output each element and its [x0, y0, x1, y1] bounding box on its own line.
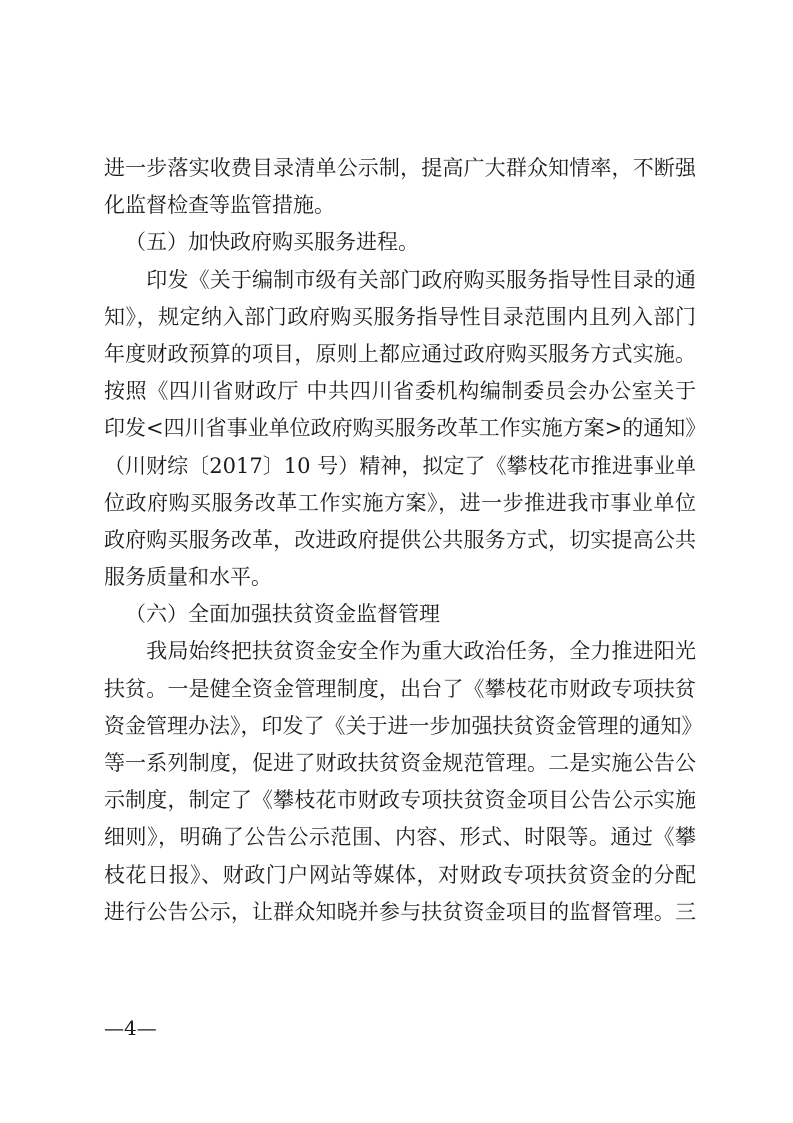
body-line: 我局始终把扶贫资金安全作为重大政治任务，全力推进阳光: [104, 639, 696, 664]
body-line: 印发<四川省事业单位政府购买服务改革工作实施方案>的通知》: [104, 416, 707, 441]
body-line: 进一步落实收费目录清单公示制，提高广大群众知情率，不断强: [104, 156, 696, 180]
body-line: （川财综〔2017〕10 号）精神，拟定了《攀枝花市推进事业单: [104, 453, 696, 478]
body-line: 位政府购买服务改革工作实施方案》，进一步推进我市事业单位: [104, 490, 696, 515]
body-line: 资金管理办法》，印发了《关于进一步加强扶贫资金管理的通知》: [104, 713, 703, 738]
section-heading: （五）加快政府购买服务进程。: [125, 230, 419, 255]
body-line: 年度财政预算的项目，原则上都应通过政府购买服务方式实施。: [104, 341, 696, 366]
body-line: 示制度，制定了《攀枝花市财政专项扶贫资金项目公告公示实施: [104, 788, 696, 813]
body-line: 细则》，明确了公告公示范围、内容、形式、时限等。通过《攀: [104, 825, 696, 850]
body-line: 政府购买服务改革，改进政府提供公共服务方式，切实提高公共: [104, 527, 696, 552]
body-line: 扶贫。一是健全资金管理制度，出台了《攀枝花市财政专项扶贫: [104, 676, 696, 701]
body-line: 服务质量和水平。: [104, 565, 272, 590]
body-line: 按照《四川省财政厅 中共四川省委机构编制委员会办公室关于: [104, 379, 696, 404]
page-number: —4—: [104, 1016, 157, 1040]
body-line: 化监督检查等监管措施。: [104, 193, 335, 218]
section-heading: （六）全面加强扶贫资金监督管理: [125, 602, 440, 627]
body-line: 知》，规定纳入部门政府购买服务指导性目录范围内且列入部门: [104, 304, 696, 329]
document-body: [104, 150, 707, 931]
body-line: 枝花日报》、财政门户网站等媒体，对财政专项扶贫资金的分配: [104, 862, 696, 887]
body-line: 等一系列制度，促进了财政扶贫资金规范管理。二是实施公告公: [104, 751, 696, 775]
body-line: 印发《关于编制市级有关部门政府购买服务指导性目录的通: [104, 267, 696, 292]
body-line: 进行公告公示，让群众知晓并参与扶贫资金项目的监督管理。三: [104, 899, 696, 924]
